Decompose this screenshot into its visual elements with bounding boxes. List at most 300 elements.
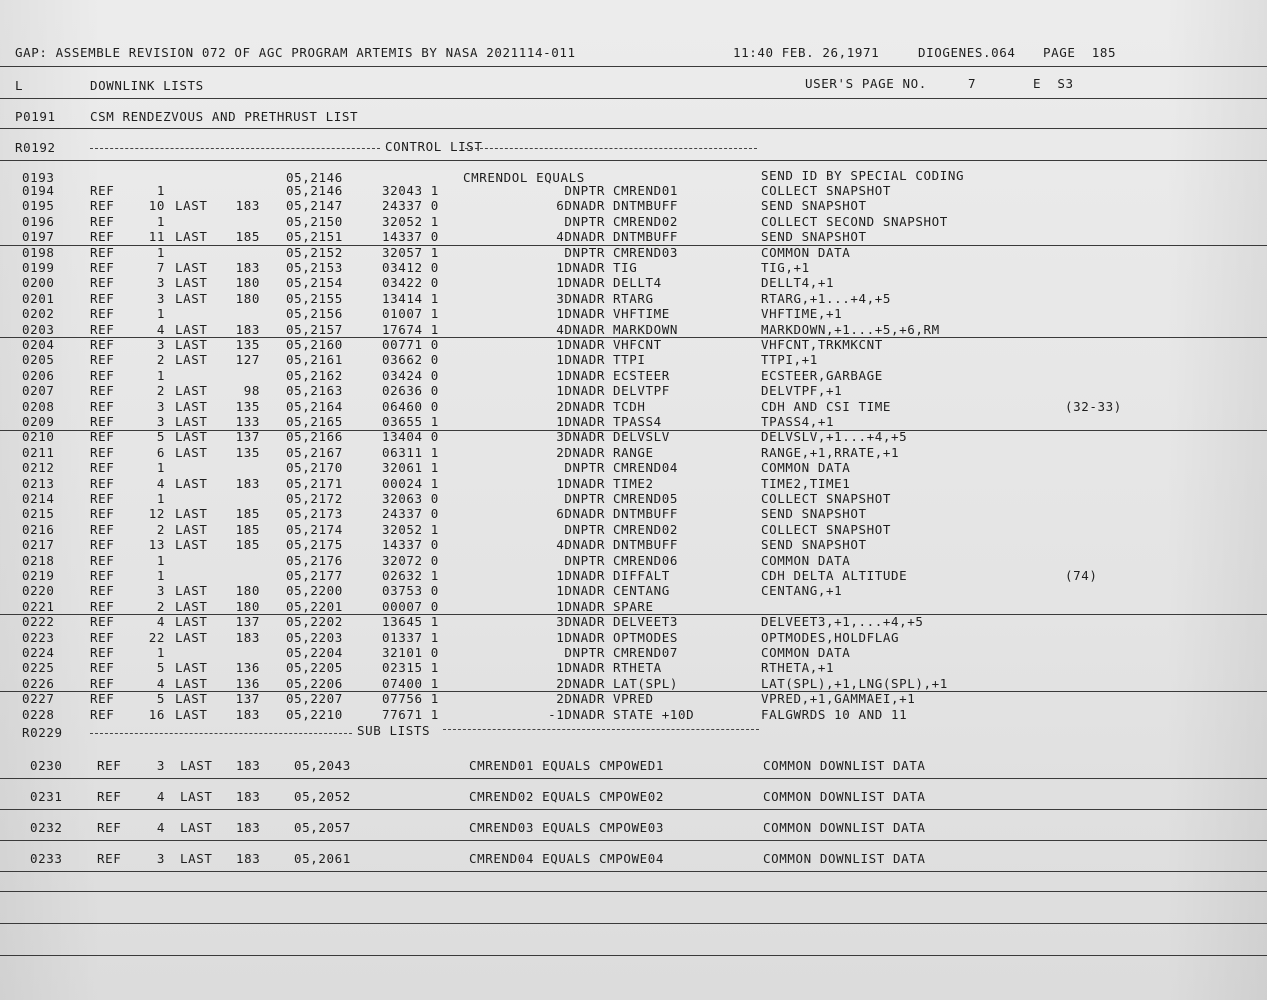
sub-lists-heading: SUB LISTS	[357, 723, 431, 738]
last-line: 135	[235, 337, 260, 352]
octal-value: 14337 0	[382, 537, 439, 553]
opcode: 6DNADR	[556, 506, 605, 522]
line-number: 0213	[22, 475, 55, 491]
comment: VPRED,+1,GAMMAEI,+1	[761, 691, 916, 707]
line-number: 0198	[22, 244, 55, 260]
last-keyword: LAST	[180, 820, 213, 835]
last-line: 180	[235, 583, 260, 599]
last-line: 183	[235, 475, 260, 491]
ref-keyword: REF	[90, 367, 115, 383]
address: 05,2177	[286, 568, 343, 583]
users-page-number: 7	[968, 76, 977, 91]
last-keyword: LAST	[175, 444, 208, 460]
opcode: DNPTR	[564, 521, 605, 537]
operand: SPARE	[613, 598, 654, 614]
comment: COMMON DATA	[761, 552, 851, 568]
octal-value: 13645 1	[382, 614, 439, 630]
last-line: 137	[235, 614, 260, 630]
last-keyword: LAST	[175, 429, 208, 445]
comment: VHFCNT,TRKMKCNT	[761, 337, 883, 352]
last-line: 183	[235, 629, 260, 645]
octal-value: 32061 1	[382, 460, 439, 476]
address: 05,2160	[286, 337, 343, 352]
operand: DELVEET3	[613, 614, 679, 630]
last-line: 183	[236, 789, 261, 804]
last-line: 180	[235, 290, 260, 306]
ref-keyword: REF	[90, 260, 115, 275]
opcode: 1DNADR	[556, 414, 605, 429]
opcode: 1DNADR	[556, 598, 605, 614]
rule	[0, 66, 1267, 67]
opcode: 1DNADR	[556, 660, 605, 676]
comment: CDH DELTA ALTITUDE	[761, 568, 908, 583]
ref-count: 1	[156, 306, 165, 322]
operand: RANGE	[613, 444, 654, 460]
address: 05,2161	[286, 352, 343, 368]
octal-value: 00007 0	[382, 598, 439, 614]
operand: MARKDOWN	[613, 321, 679, 337]
ref-count: 7	[156, 260, 165, 275]
last-keyword: LAST	[175, 583, 208, 599]
comment: TIG,+1	[761, 260, 810, 275]
ref-keyword: REF	[90, 521, 115, 537]
line-number: 0200	[22, 275, 55, 291]
address: 05,2146	[286, 183, 343, 198]
ref-count: 16	[148, 706, 165, 722]
opcode: 3DNADR	[556, 429, 605, 445]
opcode: 4DNADR	[556, 321, 605, 337]
opcode: 4DNADR	[556, 229, 605, 245]
octal-value: 32063 0	[382, 491, 439, 506]
opcode: 1DNADR	[556, 367, 605, 383]
last-keyword: LAST	[175, 706, 208, 722]
octal-value: 77671 1	[382, 706, 439, 722]
rule	[0, 160, 1267, 161]
ref-keyword: REF	[90, 537, 115, 553]
address: 05,2202	[286, 614, 343, 630]
opcode: 1DNADR	[556, 337, 605, 352]
last-keyword: LAST	[175, 598, 208, 614]
comment: RTARG,+1...+4,+5	[761, 290, 892, 306]
opcode: 1DNADR	[556, 475, 605, 491]
line-number: 0199	[22, 260, 55, 275]
last-line: 183	[236, 851, 261, 866]
line-number: 0217	[22, 537, 55, 553]
ref-keyword: REF	[90, 706, 115, 722]
ref-count: 22	[148, 629, 165, 645]
last-line: 127	[235, 352, 260, 368]
ref-count: 2	[156, 598, 165, 614]
operand: VHFCNT	[613, 337, 662, 352]
line-number: 0196	[22, 213, 55, 229]
timestamp: 11:40 FEB. 26,1971	[733, 45, 880, 60]
address: 05,2165	[286, 414, 343, 429]
operand: CMREND04	[613, 460, 679, 476]
opcode: DNPTR	[564, 552, 605, 568]
ref-count: 5	[156, 691, 165, 707]
octal-value: 32101 0	[382, 645, 439, 660]
ref-count: 12	[148, 506, 165, 522]
address: 05,2201	[286, 598, 343, 614]
line-number: 0215	[22, 506, 55, 522]
line-number: 0223	[22, 629, 55, 645]
line-number: 0209	[22, 414, 55, 429]
comment: CDH AND CSI TIME	[761, 398, 892, 414]
last-keyword: LAST	[175, 352, 208, 368]
line-number: 0201	[22, 290, 55, 306]
comment: DELLT4,+1	[761, 275, 835, 291]
address: 05,2170	[286, 460, 343, 476]
opcode: DNPTR	[564, 183, 605, 198]
ref-count: 1	[156, 491, 165, 506]
ref-count: 3	[156, 275, 165, 291]
line-number: 0203	[22, 321, 55, 337]
opcode: 2DNADR	[556, 691, 605, 707]
operand: CMREND02	[613, 521, 679, 537]
address: 05,2147	[286, 198, 343, 214]
address: 05,2043	[294, 758, 351, 773]
comment: RANGE,+1,RRATE,+1	[761, 444, 900, 460]
operand: DNTMBUFF	[613, 229, 679, 245]
ref-keyword: REF	[90, 398, 115, 414]
octal-value: 13414 1	[382, 290, 439, 306]
ref-count: 2	[156, 521, 165, 537]
operand: VPRED	[613, 691, 654, 707]
opcode: DNPTR	[564, 645, 605, 660]
equals-statement: CMREND01 EQUALS CMPOWED1	[469, 758, 665, 773]
ref-keyword: REF	[90, 337, 115, 352]
octal-value: 01007 1	[382, 306, 439, 322]
octal-value: 00024 1	[382, 475, 439, 491]
octal-value: 03412 0	[382, 260, 439, 275]
line-number: 0228	[22, 706, 55, 722]
octal-value: 32057 1	[382, 244, 439, 260]
comment: OPTMODES,HOLDFLAG	[761, 629, 900, 645]
opcode: 1DNADR	[556, 260, 605, 275]
octal-value: 24337 0	[382, 198, 439, 214]
address: 05,2203	[286, 629, 343, 645]
section-title: DOWNLINK LISTS	[90, 78, 204, 93]
operand: DNTMBUFF	[613, 537, 679, 553]
last-line: 183	[235, 706, 260, 722]
rule	[0, 840, 1267, 841]
line-number: 0205	[22, 352, 55, 368]
last-line: 137	[235, 429, 260, 445]
separator-dashes	[465, 148, 757, 149]
ref-keyword: REF	[90, 213, 115, 229]
ref-count: 1	[156, 367, 165, 383]
operand: DIFFALT	[613, 568, 670, 583]
ref-keyword: REF	[90, 414, 115, 429]
last-line: 135	[235, 444, 260, 460]
opcode: 6DNADR	[556, 198, 605, 214]
ref-keyword: REF	[90, 198, 115, 214]
address: 05,2162	[286, 367, 343, 383]
comment: SEND SNAPSHOT	[761, 229, 867, 245]
ref-keyword: REF	[90, 444, 115, 460]
comment: ECSTEER,GARBAGE	[761, 367, 883, 383]
comment: SEND SNAPSHOT	[761, 506, 867, 522]
comment: COLLECT SNAPSHOT	[761, 491, 892, 506]
comment: COMMON DOWNLIST DATA	[763, 789, 926, 804]
last-line: 185	[235, 229, 260, 245]
address: 05,2152	[286, 244, 343, 260]
operand: DELVSLV	[613, 429, 670, 445]
ref-count: 3	[156, 583, 165, 599]
ref-count: 3	[156, 414, 165, 429]
comment: COLLECT SNAPSHOT	[761, 183, 892, 198]
line-number: R0229	[22, 725, 63, 740]
octal-value: 14337 0	[382, 229, 439, 245]
last-keyword: LAST	[180, 789, 213, 804]
address: 05,2167	[286, 444, 343, 460]
equals-statement: CMREND03 EQUALS CMPOWE03	[469, 820, 665, 835]
ref-count: 2	[156, 352, 165, 368]
line-number: 0231	[30, 789, 63, 804]
octal-value: 03753 0	[382, 583, 439, 599]
line-number: 0221	[22, 598, 55, 614]
comment: VHFTIME,+1	[761, 306, 843, 322]
comment: CENTANG,+1	[761, 583, 843, 599]
address: 05,2166	[286, 429, 343, 445]
octal-value: 07756 1	[382, 691, 439, 707]
comment: DELVEET3,+1,...+4,+5	[761, 614, 924, 630]
last-line: 183	[236, 758, 261, 773]
address: 05,2052	[294, 789, 351, 804]
octal-value: 24337 0	[382, 506, 439, 522]
rule	[0, 778, 1267, 779]
line-number: 0211	[22, 444, 55, 460]
octal-value: 00771 0	[382, 337, 439, 352]
octal-value: 02315 1	[382, 660, 439, 676]
last-line: 135	[235, 398, 260, 414]
ref-keyword: REF	[90, 321, 115, 337]
line-number: 0222	[22, 614, 55, 630]
ref-keyword: REF	[97, 789, 122, 804]
ref-keyword: REF	[90, 506, 115, 522]
ref-count: 11	[148, 229, 165, 245]
operand: TCDH	[613, 398, 646, 414]
line-number: R0192	[15, 140, 56, 155]
operand: DNTMBUFF	[613, 198, 679, 214]
last-line: 185	[235, 521, 260, 537]
address: 05,2210	[286, 706, 343, 722]
octal-value: 03422 0	[382, 275, 439, 291]
ref-count: 3	[156, 758, 165, 773]
ref-count: 5	[156, 660, 165, 676]
operand: VHFTIME	[613, 306, 670, 322]
comment: COLLECT SNAPSHOT	[761, 521, 892, 537]
ref-count: 4	[156, 321, 165, 337]
last-keyword: LAST	[180, 851, 213, 866]
octal-value: 13404 0	[382, 429, 439, 445]
line-number: 0195	[22, 198, 55, 214]
ref-keyword: REF	[90, 183, 115, 198]
operand: TTPI	[613, 352, 646, 368]
line-number: 0216	[22, 521, 55, 537]
control-list-heading: CONTROL LIST	[385, 139, 483, 154]
address: 05,2171	[286, 475, 343, 491]
line-number: 0230	[30, 758, 63, 773]
address: 05,2176	[286, 552, 343, 568]
ref-keyword: REF	[90, 429, 115, 445]
last-line: 133	[235, 414, 260, 429]
line-number: 0220	[22, 583, 55, 599]
opcode: DNPTR	[564, 491, 605, 506]
last-keyword: LAST	[175, 629, 208, 645]
comment: RTHETA,+1	[761, 660, 835, 676]
last-line: 136	[235, 675, 260, 691]
octal-value: 17674 1	[382, 321, 439, 337]
last-keyword: LAST	[175, 337, 208, 352]
ref-count: 1	[156, 183, 165, 198]
line-number: 0212	[22, 460, 55, 476]
rule	[0, 128, 1267, 129]
last-keyword: LAST	[175, 383, 208, 399]
opcode: DNPTR	[564, 460, 605, 476]
octal-value: 06311 1	[382, 444, 439, 460]
line-number: 0226	[22, 675, 55, 691]
last-line: 185	[235, 537, 260, 553]
operand: ECSTEER	[613, 367, 670, 383]
address: 05,2174	[286, 521, 343, 537]
opcode: 1DNADR	[556, 568, 605, 583]
octal-value: 01337 1	[382, 629, 439, 645]
ref-count: 3	[156, 290, 165, 306]
ref-keyword: REF	[90, 229, 115, 245]
ref-keyword: REF	[90, 645, 115, 660]
opcode: 2DNADR	[556, 444, 605, 460]
last-line: 183	[235, 198, 260, 214]
users-page-label: USER'S PAGE NO.	[805, 76, 927, 91]
last-line: 98	[243, 383, 260, 399]
last-line: 183	[235, 321, 260, 337]
page-reference: (74)	[1065, 568, 1098, 583]
line-number: 0227	[22, 691, 55, 707]
octal-value: 07400 1	[382, 675, 439, 691]
last-keyword: LAST	[175, 229, 208, 245]
address: 05,2206	[286, 675, 343, 691]
last-line: 185	[235, 506, 260, 522]
operand: RTHETA	[613, 660, 662, 676]
line-number: 0206	[22, 367, 55, 383]
opcode: 1DNADR	[556, 352, 605, 368]
system-id: DIOGENES.064	[918, 45, 1016, 60]
last-line: 180	[235, 598, 260, 614]
ref-keyword: REF	[90, 475, 115, 491]
line-number: 0207	[22, 383, 55, 399]
ref-keyword: REF	[90, 275, 115, 291]
last-line: 183	[235, 260, 260, 275]
ref-keyword: REF	[90, 660, 115, 676]
ref-count: 4	[156, 820, 165, 835]
comment: COLLECT SECOND SNAPSHOT	[761, 213, 948, 229]
opcode: -1DNADR	[548, 706, 605, 722]
opcode: 2DNADR	[556, 675, 605, 691]
operand: OPTMODES	[613, 629, 679, 645]
address: 05,2154	[286, 275, 343, 291]
ref-keyword: REF	[90, 614, 115, 630]
list-title: CSM RENDEZVOUS AND PRETHRUST LIST	[90, 109, 359, 124]
operand: CMREND06	[613, 552, 679, 568]
last-keyword: LAST	[175, 475, 208, 491]
ref-keyword: REF	[90, 552, 115, 568]
line-number: 0210	[22, 429, 55, 445]
line-number: 0219	[22, 568, 55, 583]
octal-value: 32052 1	[382, 521, 439, 537]
ref-count: 1	[156, 460, 165, 476]
operand: LAT(SPL)	[613, 675, 679, 691]
octal-value: 06460 0	[382, 398, 439, 414]
operand: DNTMBUFF	[613, 506, 679, 522]
line-number: 0208	[22, 398, 55, 414]
ref-count: 6	[156, 444, 165, 460]
comment: TIME2,TIME1	[761, 475, 851, 491]
line-number: 0194	[22, 183, 55, 198]
ref-count: 1	[156, 645, 165, 660]
octal-value: 03662 0	[382, 352, 439, 368]
ref-count: 4	[156, 614, 165, 630]
opcode: 2DNADR	[556, 398, 605, 414]
ref-count: 3	[156, 337, 165, 352]
ref-keyword: REF	[90, 583, 115, 599]
ref-count: 10	[148, 198, 165, 214]
operand: RTARG	[613, 290, 654, 306]
address: 05,2173	[286, 506, 343, 522]
octal-value: 02636 0	[382, 383, 439, 399]
ref-keyword: REF	[90, 306, 115, 322]
separator-dashes	[443, 729, 759, 730]
comment: COMMON DOWNLIST DATA	[763, 758, 926, 773]
address: 05,2204	[286, 645, 343, 660]
opcode: 1DNADR	[556, 629, 605, 645]
address: 05,2172	[286, 491, 343, 506]
ref-count: 13	[148, 537, 165, 553]
operand: DELVTPF	[613, 383, 670, 399]
equals-statement: CMREND04 EQUALS CMPOWE04	[469, 851, 665, 866]
address: 05,2200	[286, 583, 343, 599]
line-number: P0191	[15, 109, 56, 124]
opcode: 1DNADR	[556, 306, 605, 322]
comment: FALGWRDS 10 AND 11	[761, 706, 908, 722]
ref-count: 4	[156, 475, 165, 491]
comment: TPASS4,+1	[761, 414, 835, 429]
line-number: 0193	[22, 170, 55, 185]
rule	[0, 955, 1267, 956]
ref-count: 3	[156, 851, 165, 866]
operand: CENTANG	[613, 583, 670, 599]
line-number: 0233	[30, 851, 63, 866]
last-keyword: LAST	[175, 290, 208, 306]
operand: TPASS4	[613, 414, 662, 429]
last-keyword: LAST	[175, 414, 208, 429]
opcode: 1DNADR	[556, 275, 605, 291]
ref-count: 4	[156, 675, 165, 691]
opcode: 4DNADR	[556, 537, 605, 553]
ref-keyword: REF	[90, 460, 115, 476]
comment: SEND ID BY SPECIAL CODING	[761, 168, 965, 183]
line-number: 0232	[30, 820, 63, 835]
address: 05,2150	[286, 213, 343, 229]
operand: DELLT4	[613, 275, 662, 291]
opcode: DNPTR	[564, 244, 605, 260]
last-keyword: LAST	[175, 537, 208, 553]
ref-keyword: REF	[90, 383, 115, 399]
line-code: L	[15, 78, 24, 93]
last-keyword: LAST	[175, 260, 208, 275]
comment: MARKDOWN,+1...+5,+6,RM	[761, 321, 940, 337]
ref-keyword: REF	[90, 675, 115, 691]
